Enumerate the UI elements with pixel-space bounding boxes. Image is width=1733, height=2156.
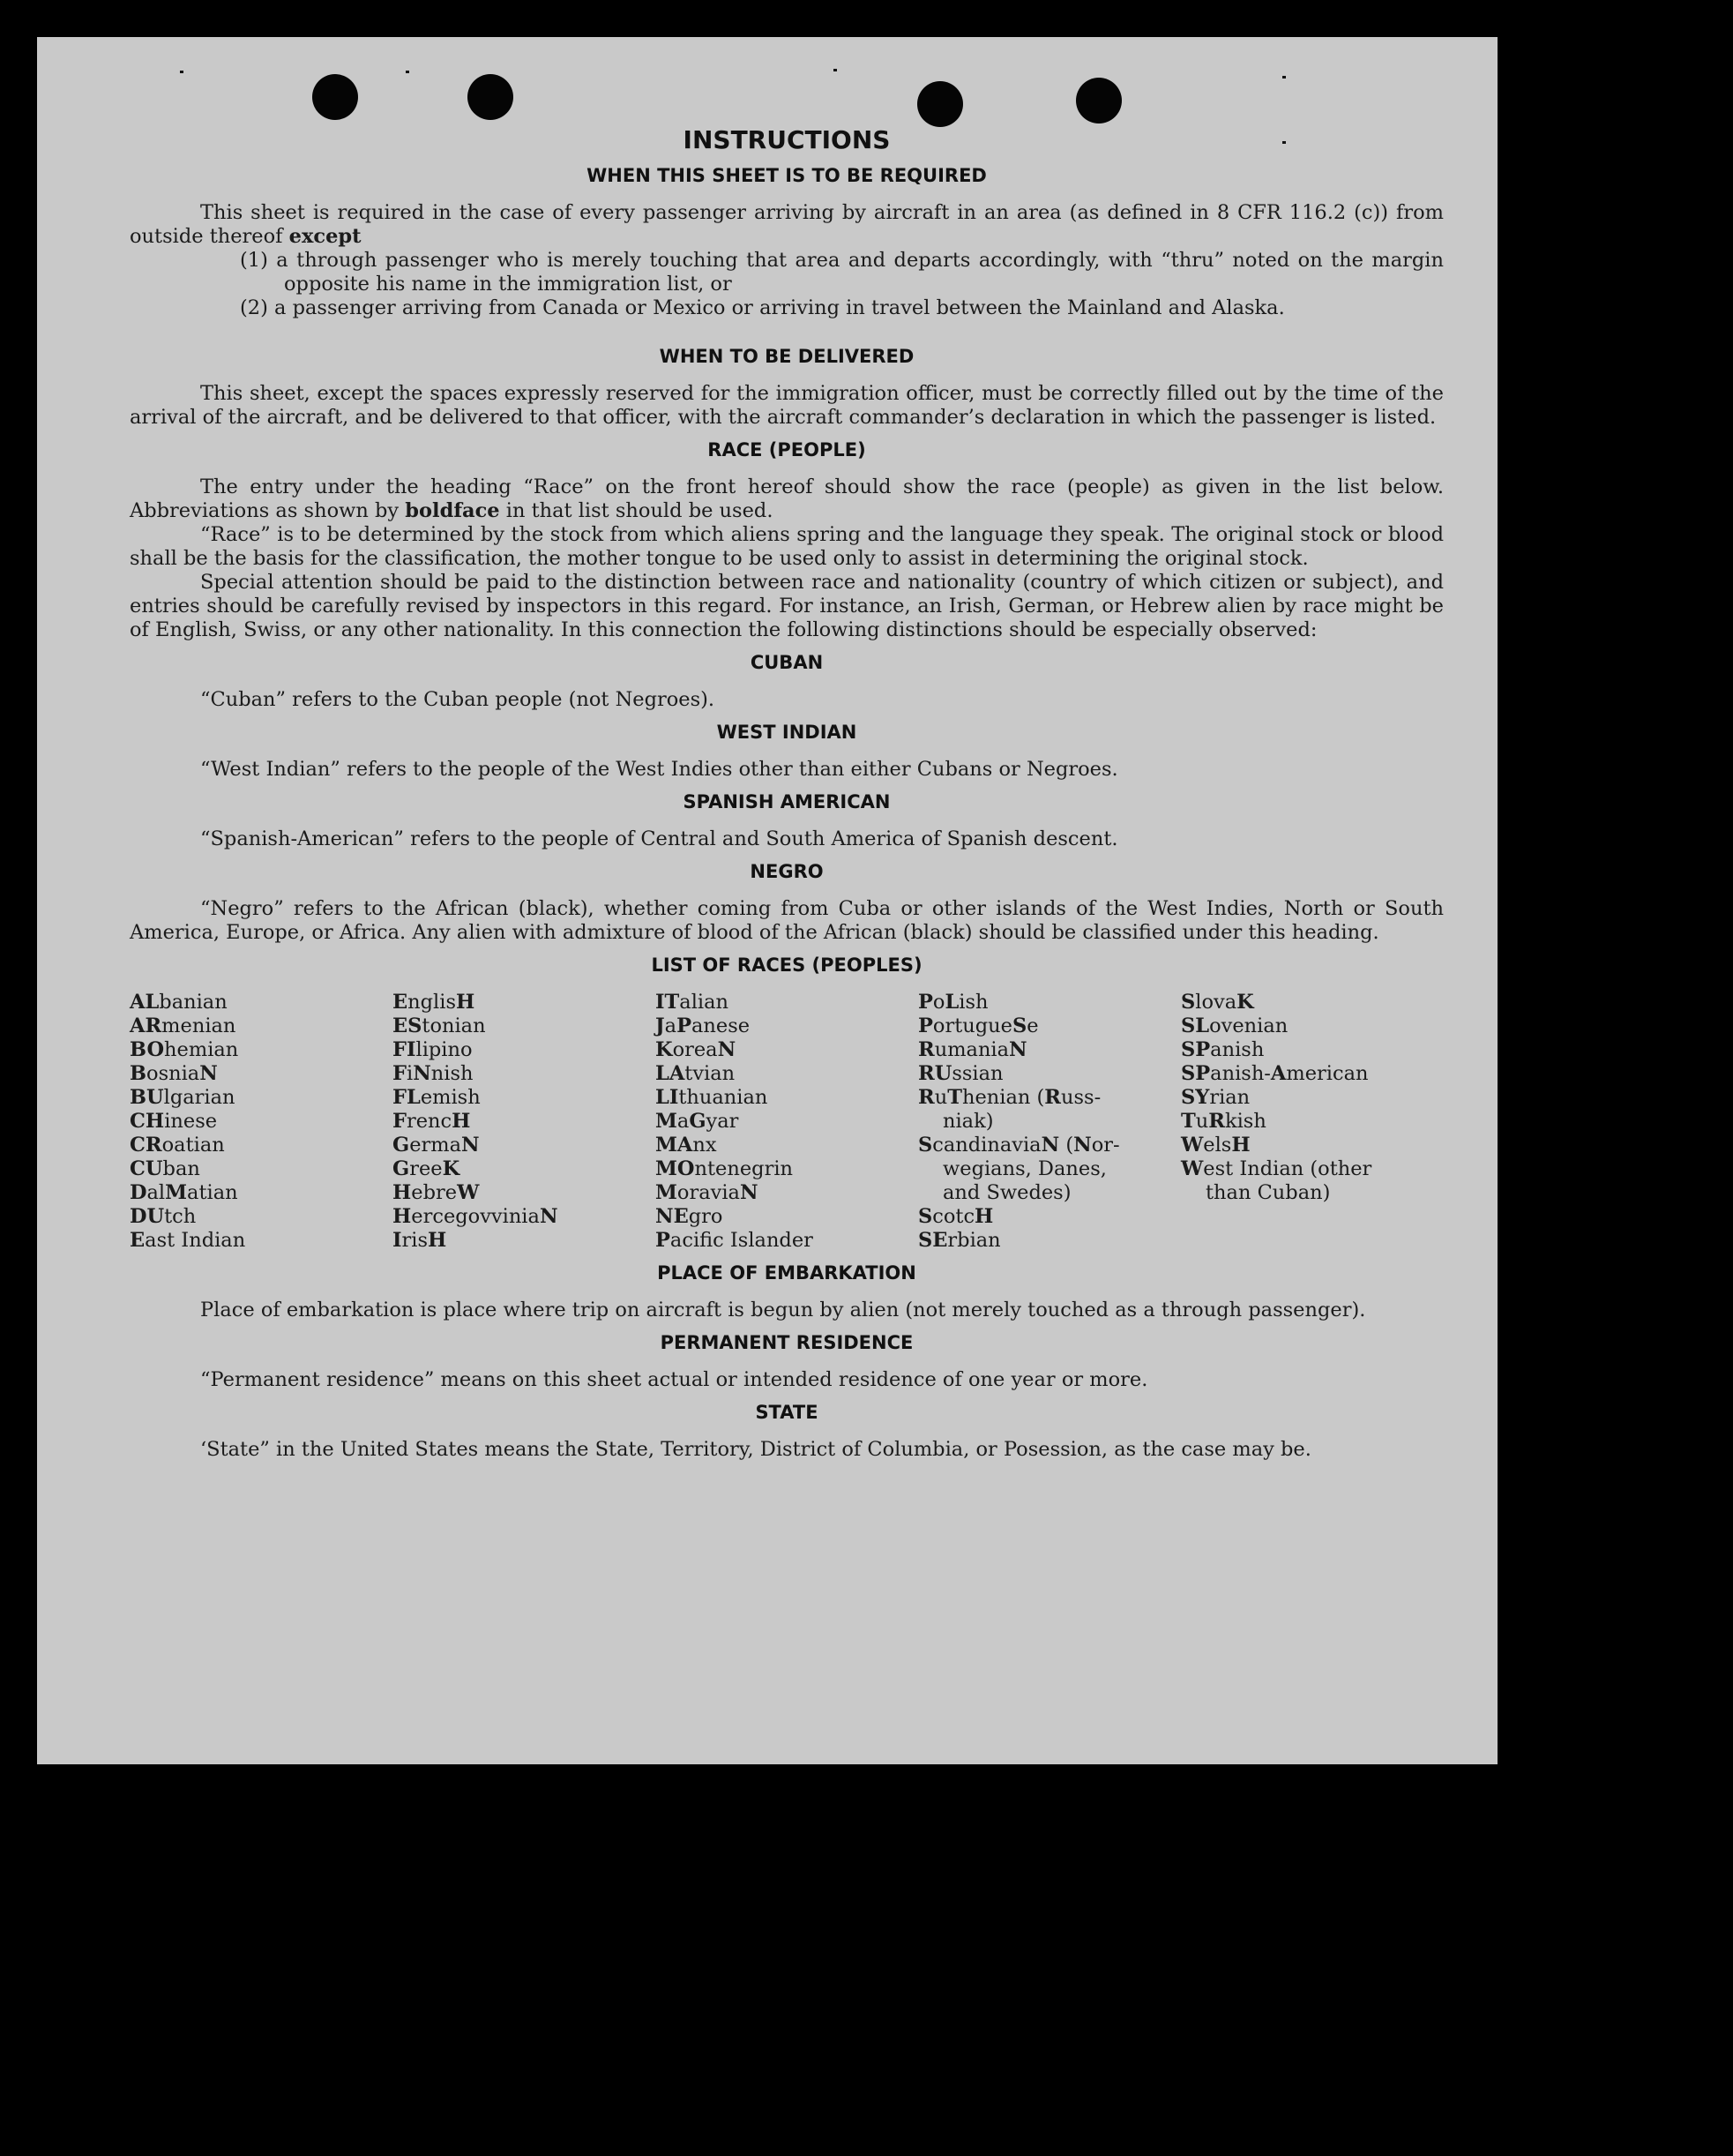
page-title: INSTRUCTIONS: [683, 125, 891, 154]
races-column-3: [655, 991, 918, 1253]
race-entry: RumaniaN: [918, 1038, 1027, 1061]
heading-west-indian: WEST INDIAN: [716, 722, 857, 743]
races-list: [130, 991, 1444, 1253]
race-entry: GreeK: [392, 1157, 460, 1180]
paragraph-spanish-american: “Spanish-American” refers to the people of Central and South America of Spanish descent.: [200, 827, 1118, 850]
race-entry: SErbian: [918, 1229, 1001, 1252]
race-entry: GermaN: [392, 1134, 480, 1157]
speck: [1282, 76, 1286, 79]
punch-hole-1: [312, 74, 358, 120]
race-entry: NEgro: [655, 1205, 723, 1228]
heading-when-delivered: WHEN TO BE DELIVERED: [659, 346, 915, 367]
speck: [180, 71, 183, 73]
punch-hole-3: [917, 81, 963, 127]
race-entry: CRoatian: [130, 1134, 225, 1157]
race-entry: than Cuban): [1206, 1181, 1331, 1204]
race-entry: SlovaK: [1181, 991, 1254, 1014]
paragraph-negro: “Negro” refers to the African (black), whether coming from Cuba or other islands of the West Indies, North or South America, Europe, or Africa. Any alien with admixture of blood of the African (black) should be classified under this heading.: [130, 897, 1444, 944]
race-entry: ScotcH: [918, 1205, 994, 1228]
race-entry: EnglisH: [392, 991, 475, 1014]
race-entry: BosniaN: [130, 1062, 218, 1085]
race-entry: DUtch: [130, 1205, 197, 1228]
paragraph-residence: “Permanent residence” means on this sheet actual or intended residence of one year or more.: [200, 1368, 1148, 1391]
races-column-4: [918, 991, 1181, 1253]
races-column-2: [392, 991, 655, 1253]
paragraph-required-intro: [130, 201, 1444, 249]
race-entry: FLemish: [392, 1086, 481, 1109]
race-entry: KoreaN: [655, 1038, 736, 1061]
races-column-5: [1181, 991, 1444, 1253]
race-entry: RuThenian (Russ-: [918, 1086, 1102, 1109]
race-entry: PortugueSe: [918, 1014, 1039, 1037]
heading-place-of-embarkation: PLACE OF EMBARKATION: [657, 1262, 916, 1284]
heading-permanent-residence: PERMANENT RESIDENCE: [660, 1332, 914, 1353]
instructions-content: [130, 125, 1444, 1462]
heading-negro: NEGRO: [750, 861, 824, 882]
race-entry: CHinese: [130, 1110, 218, 1133]
paragraph-state: ‘State” in the United States means the State, Territory, District of Columbia, or Posession, as the case may be.: [200, 1438, 1311, 1461]
race-entry: ITalian: [655, 991, 728, 1014]
race-entry: FrencH: [392, 1110, 471, 1133]
race-entry: DalMatian: [130, 1181, 238, 1204]
heading-list-of-races: LIST OF RACES (PEOPLES): [651, 954, 923, 976]
speck: [833, 69, 837, 71]
required-item-1: (1) a through passenger who is merely touching that area and departs accordingly, with “thru” noted on the margin opposite his name in the immigration list, or: [240, 249, 1444, 296]
paragraph-race-3: Special attention should be paid to the distinction between race and nationality (country of which citizen or subject), and entries should be carefully revised by inspectors in this regard. For instance, an Irish, German, or Hebrew alien by race might be of English, Swiss, or any other nationality. In this connection the following distinctions should be especially observed:: [130, 571, 1444, 641]
race-entry: ARmenian: [130, 1014, 236, 1037]
race-entry: HebreW: [392, 1181, 480, 1204]
race-entry: LIthuanian: [655, 1086, 768, 1109]
race-entry: BOhemian: [130, 1038, 239, 1061]
heading-race: RACE (PEOPLE): [707, 439, 866, 460]
required-item-2: (2) a passenger arriving from Canada or Mexico or arriving in travel between the Mainland and Alaska.: [240, 296, 1285, 319]
race-entry: ScandinaviaN (Nor-: [918, 1134, 1120, 1157]
paragraph-race-1: [130, 475, 1444, 523]
race-entry: SYrian: [1181, 1086, 1251, 1109]
race-entry: FIlipino: [392, 1038, 473, 1061]
paragraph-delivered: This sheet, except the spaces expressly reserved for the immigration officer, must be correctly filled out by the time of the arrival of the aircraft, and be delivered to that officer, with the aircraft commander’s declaration in which the passenger is listed.: [130, 382, 1444, 429]
race-entry: TuRkish: [1181, 1110, 1266, 1133]
race-entry: SLovenian: [1181, 1014, 1289, 1037]
race-entry: JaPanese: [655, 1014, 751, 1037]
punch-hole-4: [1076, 78, 1122, 124]
race-entry: FiNnish: [392, 1062, 474, 1085]
speck: [406, 71, 409, 73]
document-sheet: [37, 37, 1498, 1764]
heading-cuban: CUBAN: [750, 652, 824, 673]
heading-when-required: WHEN THIS SHEET IS TO BE REQUIRED: [586, 165, 987, 186]
race-entry: MOntenegrin: [655, 1157, 794, 1180]
race-entry: SPanish-American: [1181, 1062, 1369, 1085]
paragraph-race-2: “Race” is to be determined by the stock from which aliens spring and the language they speak. The original stock or blood shall be the basis for the classification, the mother tongue to be used only to assist in determining the original stock.: [130, 523, 1444, 570]
race-entry: MoraviaN: [655, 1181, 758, 1204]
race-entry: CUban: [130, 1157, 200, 1180]
races-column-1: [130, 991, 392, 1253]
heading-state: STATE: [755, 1402, 818, 1423]
heading-spanish-american: SPANISH AMERICAN: [683, 791, 891, 812]
race-entry: BUlgarian: [130, 1086, 235, 1109]
race-entry: ALbanian: [130, 991, 228, 1014]
race-entry: MAnx: [655, 1134, 717, 1157]
race-entry: SPanish: [1181, 1038, 1265, 1061]
race-entry: WelsH: [1181, 1134, 1251, 1157]
race-p1-before: The entry under the heading “Race” on the front hereof should show the race (people) as given in the list below. Abbreviations as shown by: [130, 475, 1444, 522]
race-entry: East Indian: [130, 1229, 246, 1252]
paragraph-embarkation: Place of embarkation is place where trip on aircraft is begun by alien (not merely touched as a through passenger).: [200, 1299, 1366, 1321]
race-entry: wegians, Danes,: [943, 1157, 1107, 1180]
race-entry: MaGyar: [655, 1110, 739, 1133]
required-except: except: [288, 225, 362, 248]
required-intro-text: This sheet is required in the case of every passenger arriving by aircraft in an area (as defined in 8 CFR 116.2 (c)) from outside thereof: [130, 201, 1444, 248]
paragraph-west-indian: “West Indian” refers to the people of the West Indies other than either Cubans or Negroes.: [200, 758, 1118, 781]
race-entry: RUssian: [918, 1062, 1004, 1085]
race-entry: niak): [943, 1110, 994, 1133]
race-entry: EStonian: [392, 1014, 486, 1037]
race-entry: Pacific Islander: [655, 1229, 813, 1252]
race-entry: LAtvian: [655, 1062, 736, 1085]
race-p1-bold: boldface: [405, 499, 500, 522]
punch-hole-2: [467, 74, 513, 120]
race-p1-after: in that list should be used.: [505, 499, 773, 522]
race-entry: HercegovviniaN: [392, 1205, 558, 1228]
paragraph-cuban: “Cuban” refers to the Cuban people (not Negroes).: [200, 688, 715, 711]
race-entry: IrisH: [392, 1229, 447, 1252]
race-entry: West Indian (other: [1181, 1157, 1372, 1180]
race-entry: and Swedes): [943, 1181, 1072, 1204]
race-entry: PoLish: [918, 991, 989, 1014]
